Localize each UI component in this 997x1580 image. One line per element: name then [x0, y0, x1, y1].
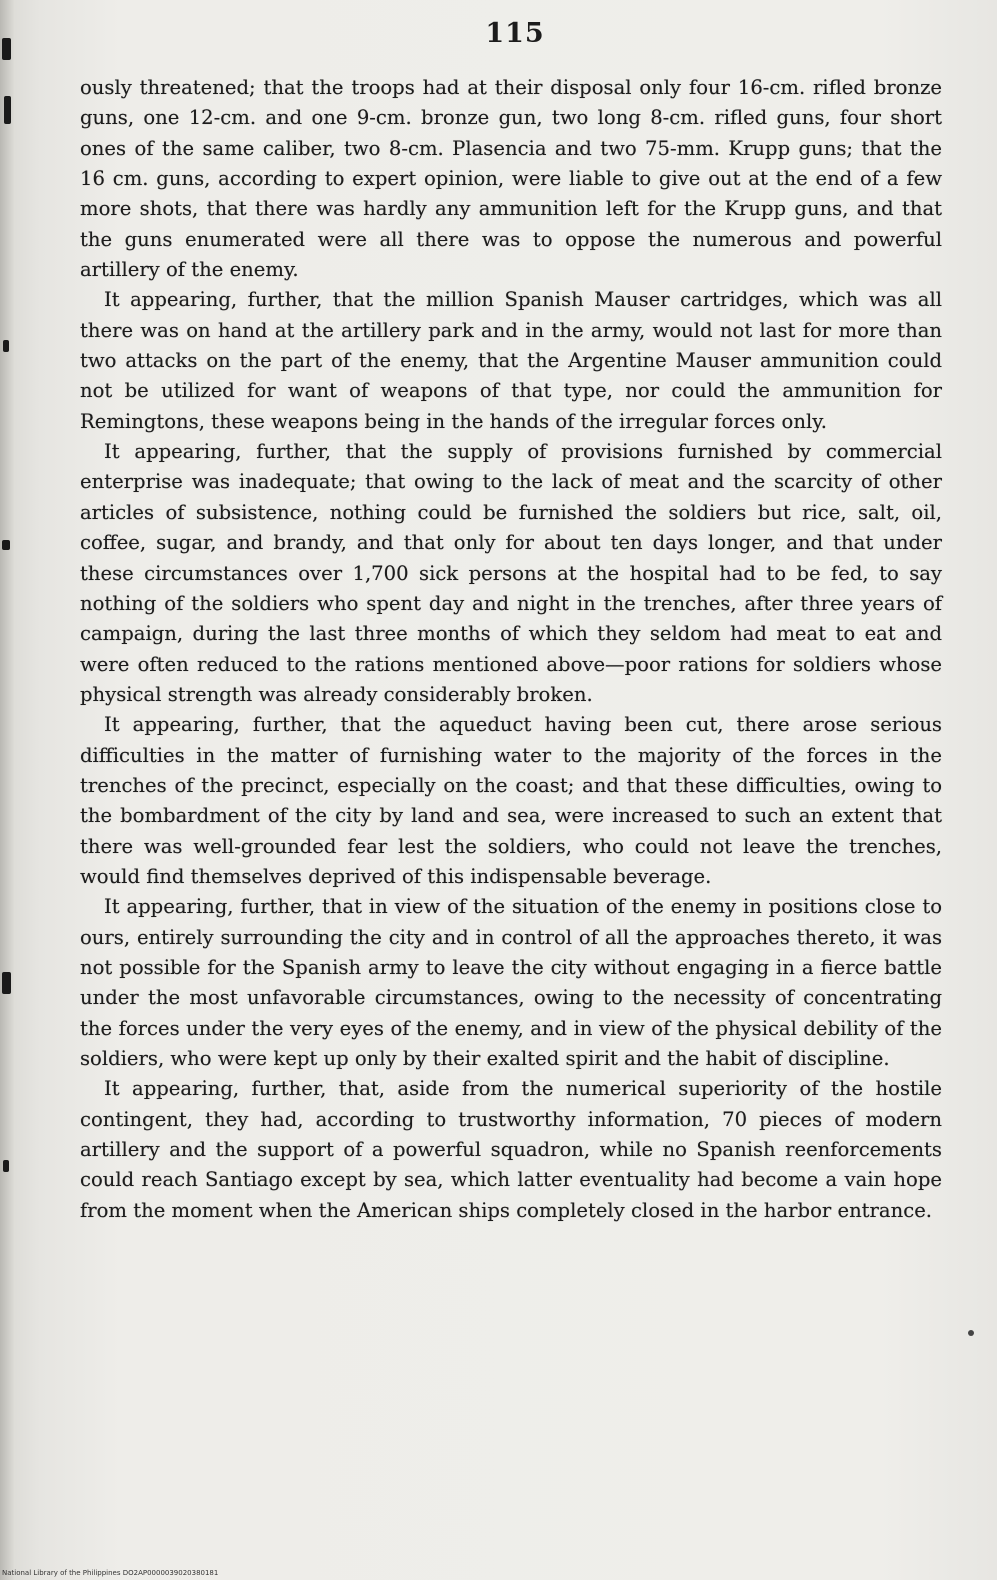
binding-mark — [3, 1160, 9, 1172]
paragraph-1: ously threatened; that the troops had at their disposal only four 16-cm. rifled bronze guns, one 12-cm. and one 9-cm. bronze gun, two long 8-cm. rifled guns, four short ones of the same caliber, two 8-cm. Plasencia and two 75-mm. Krupp guns; that the 16 cm. guns, according to expert opinion, were liable to give out at the end of a few more shots, that there was hardly any ammunition left for the Krupp guns, and that the guns enumerated were all there was to oppose the numerous and powerful artillery of the enemy. — [80, 76, 942, 282]
binding-mark — [2, 540, 10, 550]
binding-mark — [2, 972, 11, 994]
binding-mark — [4, 96, 11, 124]
body-text — [80, 73, 942, 1226]
paragraph-5: It appearing, further, that in view of the situation of the enemy in positions close to ours, entirely surrounding the city and in control of all the approaches thereto, it was not possible for the Spanish army to leave the city without engaging in a fierce battle under the most unfavorable circumstances, owing to the necessity of concentrating the forces under the very eyes of the enemy, and in view of the physical debility of the soldiers, who were kept up only by their exalted spirit and the habit of discipline. — [80, 895, 942, 1070]
paragraph-6: It appearing, further, that, aside from the numerical superiority of the hostile contingent, they had, according to trustworthy information, 70 pieces of modern artillery and the support of a powerful squadron, while no Spanish reenforcements could reach Santiago except by sea, which latter eventuality had become a vain hope from the moment when the American ships completely closed in the harbor entrance. — [80, 1077, 942, 1222]
paragraph-3: It appearing, further, that the supply of provisions furnished by commercial enterprise was inadequate; that owing to the lack of meat and the scarcity of other articles of subsistence, nothing could be furnished the soldiers but rice, salt, oil, coffee, sugar, and brandy, and that only for about ten days longer, and that under these circumstances over 1,700 sick persons at the hospital had to be fed, to say nothing of the soldiers who spent day and night in the trenches, after three years of campaign, during the last three months of which they seldom had meat to eat and were often reduced to the rations mentioned above—poor rations for soldiers whose physical strength was already considerably broken. — [80, 440, 942, 706]
paragraph-2: It appearing, further, that the million Spanish Mauser cartridges, which was all there was on hand at the artillery park and in the army, would not last for more than two attacks on the part of the enemy, that the Argentine Mauser ammunition could not be utilized for want of weapons of that type, nor could the ammunition for Remingtons, these weapons being in the hands of the irregular forces only. — [80, 288, 942, 433]
binding-mark — [3, 340, 9, 352]
page-number: 115 — [485, 18, 545, 49]
binding-edge — [0, 0, 14, 1580]
ink-speck — [968, 1330, 974, 1336]
footer-source: National Library of the Philippines DO2AP0000039020380181 — [2, 1569, 219, 1577]
paragraph-4: It appearing, further, that the aqueduct having been cut, there arose serious difficulties in the matter of furnishing water to the majority of the forces in the trenches of the precinct, especially on the coast; and that these difficulties, owing to the bombardment of the city by land and sea, were increased to such an extent that there was well-grounded fear lest the soldiers, who could not leave the trenches, would find themselves deprived of this indispensable beverage. — [80, 713, 942, 888]
